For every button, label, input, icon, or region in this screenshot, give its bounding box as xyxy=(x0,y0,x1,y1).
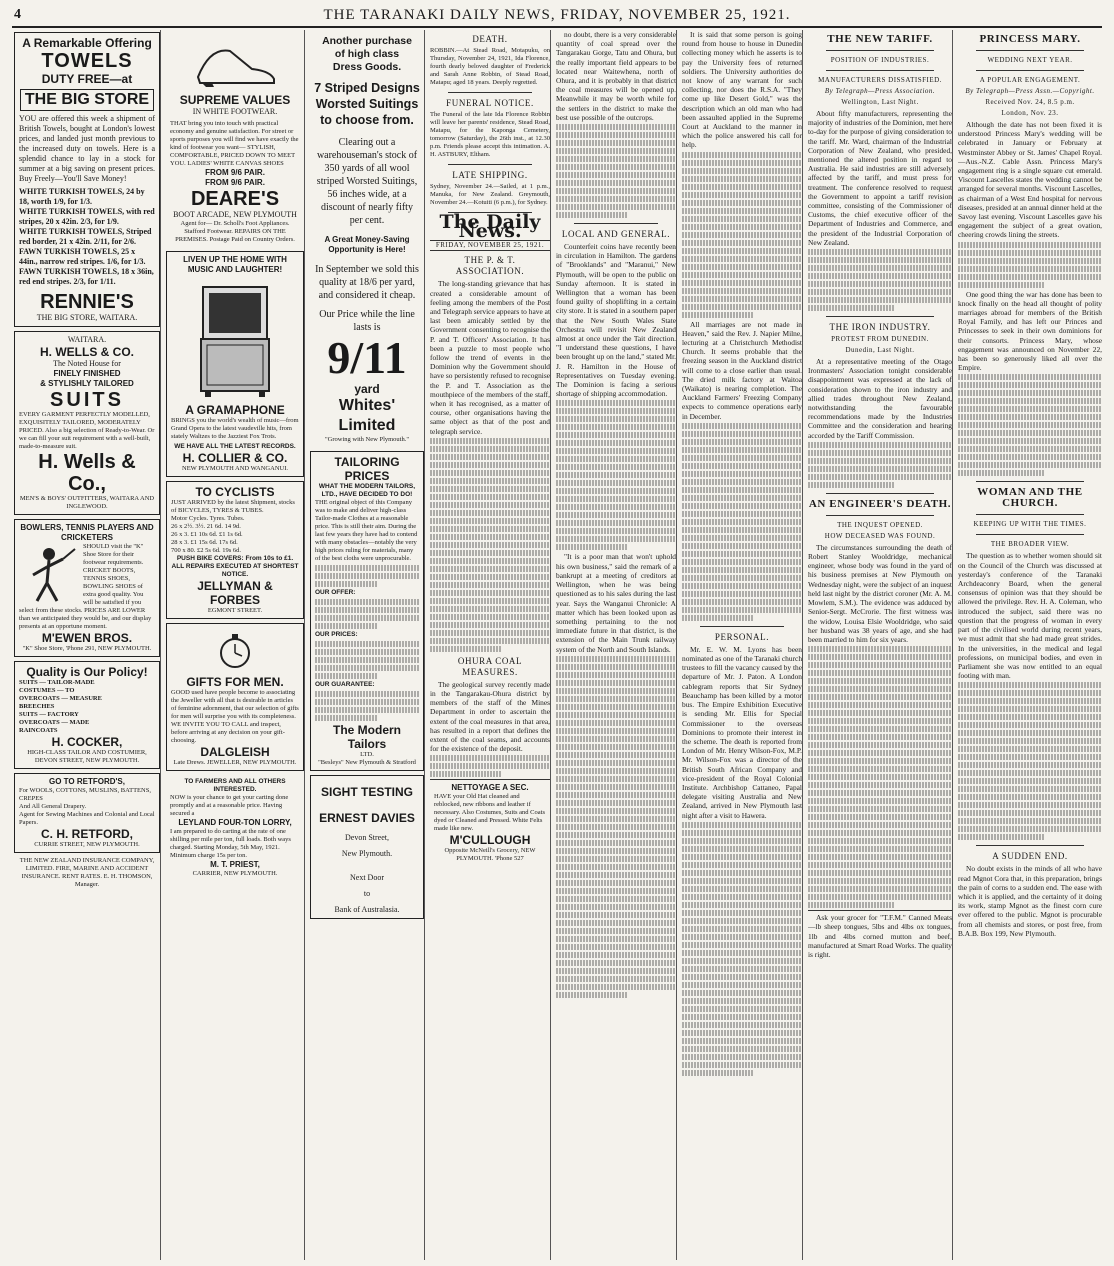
ad-deare-footer: DEARE'S xyxy=(190,188,280,210)
ad-deare-price-1: FROM 9/6 PAIR. xyxy=(205,168,265,177)
princess-body: Although the date has not been fixed it is understood Princess Mary's wedding will be celebrated in January or February at Westminster Abbey or St. James' Chapel Royal.—Aus.-N.Z. Cable Assn. Princess Mary's engagement ring is a single square cut emerald. Viscount Lascelles states the wedding cannot be arranged for several months. Viscount Lascelles, as chairman of a West End hospital for nervous diseases, presided at an annual dinner held at the Savoy last evening. Viscount Lascelles gave his engagement the subject of a great ovation, cheering crowds lining the streets. xyxy=(958,120,1102,240)
ad-davies xyxy=(310,775,424,919)
engineer-sub-2: HOW DECEASED WAS FOUND. xyxy=(824,531,936,540)
ad-cocker-row-1: SUITS — TAILOR-MADE xyxy=(19,679,95,686)
ad-cocker xyxy=(14,661,160,769)
ad-collier-footer-sub: NEW PLYMOUTH AND WANGANUI. xyxy=(182,465,288,472)
ad-whites-line-3: Dress Goods. xyxy=(332,61,402,73)
ad-towels-line-4: FAWN TURKISH TOWELS, 25 x 44in., narrow red stripes. 1/6, for 1/3. xyxy=(19,247,146,266)
cricketer-illustration xyxy=(19,545,79,605)
ad-jellyman-row-2: 26 x 2½. 3½. 21 6d. 14 9d. xyxy=(171,523,241,530)
ad-retford-line-3: Agent for Sewing Machines and Colonial and Local Papers. xyxy=(19,811,155,826)
pt-association-heading: THE P. & T. ASSOCIATION. xyxy=(455,255,525,277)
ad-collier-footer: H. COLLIER & CO. xyxy=(182,451,288,465)
ad-retford xyxy=(14,773,160,853)
ad-mccullough-footer-sub: Opposite McNeill's Grocery, NEW PLYMOUTH. 'Phone 527 xyxy=(444,847,536,863)
ad-whites-text3: Our Price while the line lasts is xyxy=(319,309,415,333)
ad-towels-line-1: WHITE TURKISH TOWELS, 24 by 18, worth 1/9, for 1/3. xyxy=(19,187,145,206)
ad-towels-line-5: FAWN TURKISH TOWELS, 18 x 36in, red end stripes. 2/3, for 1/11. xyxy=(19,267,154,286)
ad-dalgleish-title: GIFTS FOR MEN. xyxy=(186,675,284,689)
ad-priest-body2: I am prepared to do carting at the rate of one shilling per mile per ton, full loads. Both ways charged. Starting Monday, 5th May, 1921. Minimum charge 15s per ton. xyxy=(170,828,291,859)
ad-mccullough-body: HAVE your Old Hat cleaned and reblocked, new ribbons and leather if necessary. Also Costumes, Suits and Coats dyed or Cleaned and Pressed. White Felts made like new. xyxy=(434,793,545,833)
ad-modern-tailors xyxy=(310,451,424,771)
ad-cocker-row-6: OVERCOATS — MADE xyxy=(19,719,90,726)
ad-jellyman-title: TO CYCLISTS xyxy=(195,485,275,499)
ad-priest-footer: M. T. PRIEST, xyxy=(210,860,260,869)
personal-heading: PERSONAL. xyxy=(714,631,770,642)
death-heading: DEATH. xyxy=(472,34,508,44)
ad-collier-body: BRINGS you the world's wealth of music—from Grand Opera to the latest vaudeville hits, from stately Waltzes to the Jazziest Fox Trots. xyxy=(171,417,299,440)
personal-body: Mr. E. W. M. Lyons has been nominated as one of the Taranaki church trustees to fill the vacancy caused by the departure of Mr. J. Paton. A London cablegram reports that Sir Sydney Beauchamp has been killed by a motor bus. The Empire Exhibition Executive is sending Mr. Ellis for Special Commissioner to the overseas Dominions to promote their interest in the scheme. The death is reported from London of Mr. Henry Wilson-Fox, M.P. Mr. Wilson-Fox was a director of the British South African Company and vice-president of the Royal Colonial Institute. Archbishop Cattaneo, Papal delegate visiting Australia and New Zealand, arrived in New Plymouth last night after a visit to Hawera. xyxy=(682,644,803,820)
ad-towels-store: THE BIG STORE xyxy=(20,89,154,111)
column-5 xyxy=(556,30,677,1260)
shipping-heading: LATE SHIPPING. xyxy=(452,170,528,180)
ohura-body: The geological survey recently made in the Tangarakau-Ohura district by members of the staff of the Mines Department in order to ascertain the extent of the coal measures in that area, has resulted in a report that defines the extent of the coal seams, and accounts for the existence of the deposit. xyxy=(430,679,550,754)
paper-title: The Daily News. xyxy=(439,211,541,243)
ad-wells-body: EVERY GARMENT PERFECTLY MODELLED, EXQUISITELY TAILORED, MODERATELY PRICED. Also a big selection of Ready-to-Wear. Or we can fill your suit requirement with a well-built, made-to-measure suit. xyxy=(19,411,155,450)
ad-wells-title2: H. WELLS & CO. xyxy=(40,345,134,359)
ad-towels-sub: DUTY FREE—at xyxy=(41,72,133,86)
ad-deare-sub: IN WHITE FOOTWEAR. xyxy=(192,107,278,116)
page-number: 4 xyxy=(14,7,22,22)
column-1 xyxy=(14,30,161,1260)
ad-davies-addr-3: Next Door xyxy=(350,873,384,882)
ad-whites-unit: yard xyxy=(354,382,380,396)
ad-davies-name: ERNEST DAVIES xyxy=(319,811,415,825)
tariff-dateline: Wellington, Last Night. xyxy=(841,98,919,106)
ad-modern-tailors-title: TAILORING PRICES xyxy=(334,455,400,483)
tariff-sub-1: POSITION OF INDUSTRIES. xyxy=(830,56,930,64)
ad-mcewen-footer: M'EWEN BROS. xyxy=(41,631,133,645)
local-general-body: Counterfeit coins have recently been in circulation in Hamilton. The gardens of "Brooklands" and "Maranui," New Plymouth, will be open to the public on Sunday afternoon. It is stated in Wellington that a woman has been found guilty of shoplifting in a certain city store. It is stated in a southern paper that the New South Wales State Orchestra will revisit New Zealand almost at once under the Tait direction. "I understand these questions, I have been brought up on the land," stated Mr. J. R. Hamilton in the House of Representatives on Tuesday evening. The Dominion is facing a serious shortage of shipping accommodation. xyxy=(556,242,676,399)
ad-modern-tailors-guarantee: OUR GUARANTEE: xyxy=(315,681,375,688)
iron-sub: PROTEST FROM DUNEDIN. xyxy=(831,335,929,344)
ad-davies-title: SIGHT TESTING xyxy=(320,785,413,799)
ad-jellyman-line1: PUSH BIKE COVERS: From 10s to £1. xyxy=(176,555,294,562)
masthead-title: THE TARANAKI DAILY NEWS, FRIDAY, NOVEMBER 25, 1921. xyxy=(323,6,791,23)
ad-whites-line-5: Worsted Suitings xyxy=(315,97,419,111)
tfm-ad: Ask your grocer for "T.F.M." Canned Meats—lb sheep tongues, 5lbs and 4lbs ox tongues, 1lb and 4lbs corned mutton and beef, manufactured at Smart Road Works. The quality is right. xyxy=(808,910,952,959)
ad-cocker-footer: H. COCKER, xyxy=(51,735,123,749)
princess-heading: PRINCESS MARY. xyxy=(979,33,1081,45)
ad-whites-line-6: to choose from. xyxy=(320,113,414,127)
ad-retford-line-2: And All General Drapery. xyxy=(19,803,87,810)
column-6 xyxy=(682,30,803,1260)
ad-wells-footer: H. Wells & Co., xyxy=(38,451,136,495)
ad-priest-body: NOW is your chance to get your carting done promptly and at a reasonable price. Having secured a xyxy=(170,794,289,817)
ohura-continued: no doubt, there is a very considerable quantity of coal spread over the Tangarakau Gorge, Tatu and Ohura, but the really important field appears to be located near Waitewhena, north of Ohura, and it is probably in that district the coal measures will be opened up. Meanwhile it may be worth while for the settlers in the district to make the best use possible of the outcrops. xyxy=(556,30,676,122)
ad-towels-footer-sub: THE BIG STORE, WAITARA. xyxy=(36,313,138,322)
princess-sub: WEDDING NEXT YEAR. xyxy=(987,56,1073,64)
ad-deare-footer-sub: BOOT ARCADE, NEW PLYMOUTH xyxy=(173,210,297,219)
ad-retford-line-1: For WOOLS, COTTONS, MUSLINS, BATTENS, CREPES xyxy=(19,787,151,802)
ad-cocker-row-5: SUITS — FACTORY xyxy=(19,711,79,718)
church-sub-2: THE BROADER VIEW. xyxy=(990,540,1070,549)
ad-wells-line2: FINELY FINISHED xyxy=(53,369,121,378)
ad-retford-footer: C. H. RETFORD, xyxy=(41,827,133,841)
ad-mccullough-footer: M'CULLOUGH xyxy=(449,833,531,848)
ad-jellyman-row-1: Motor Cycles. Tyres. Tubes. xyxy=(171,515,245,522)
funeral-heading: FUNERAL NOTICE. xyxy=(446,98,534,108)
ad-whites-text2: In September we sold this quality at 18/6 per yard, and considered it cheap. xyxy=(315,264,419,301)
princess-byline: By Telegraph—Press Assn.—Copyright. xyxy=(965,87,1095,95)
ad-wells-line3: & STYLISHLY TAILORED xyxy=(40,379,134,388)
ad-priest-name: LEYLAND FOUR-TON LORRY, xyxy=(178,818,292,827)
sudden-end-body: No doubt exists in the minds of all who have read Mgnot Cora that, in this preparation, brings the pain of corns to a sudden end. The ease with which it is applied, and the certainty of it doing its work, stamp Mgnot as the finest corn cure ever offered to the public. Mgnot is procurable from all chemists and stores, or post free, from B.A.B. Box 199, New Plymouth. xyxy=(958,864,1102,938)
ad-insurance: THE NEW ZEALAND INSURANCE COMPANY, LIMITED. FIRE, MARINE AND ACCIDENT INSURANCE. RENT RATES. E. H. THOMSON, Manager. xyxy=(19,857,155,888)
ad-cocker-row-4: BREECHES xyxy=(19,703,55,710)
ad-collier-line: WE HAVE ALL THE LATEST RECORDS. xyxy=(174,443,296,450)
ad-collier xyxy=(166,251,304,477)
church-sub: KEEPING UP WITH THE TIMES. xyxy=(973,520,1087,529)
ad-priest-title: TO FARMERS AND ALL OTHERS INTERESTED. xyxy=(184,778,286,793)
church-heading: WOMAN AND THE CHURCH. xyxy=(977,486,1083,510)
col6-body-2: All marriages are not made in Heaven," said the Rev. J. Napier Milne, lecturing at a Christchurch Methodist Church. It seems probable that the freezing season in the Auckland district will come to a close earlier than usual. The dried milk factory at Waitoa (Waikato) is nearing completion. The Auckland Farmers' Freezing Company expects to commence operations early in December. xyxy=(682,319,802,421)
church-body: The question as to whether women should sit on the Council of the Church was discussed at yesterday's conference of the Taranaki Archdeaconry Board, when the general consensus of opinion was that they should be allowed the privilege. Rev. H. A. Coleman, who introduced the subject, said there was no question that the progress of woman in every part of the civilised world during recent years, we must admit that she had made great strides. In the universities, in the medical and legal professions, on municipal bodies, and even in Parliament she was now entitled to an equal footing with man. xyxy=(958,551,1102,681)
masthead xyxy=(12,4,1102,28)
ad-wells xyxy=(14,331,160,515)
ad-modern-tailors-footer-sub: LTD. xyxy=(360,751,374,758)
ad-whites-price-row xyxy=(314,334,420,396)
ad-whites-slogan: "Growing with New Plymouth." xyxy=(324,436,410,443)
ad-wells-footer-sub: MEN'S & BOYS' OUTFITTERS, WAITARA AND INGLEWOOD. xyxy=(19,495,155,510)
ad-modern-tailors-sub: WHAT THE MODERN TAILORS, LTD., HAVE DECIDED TO DO! xyxy=(318,483,416,498)
column-3 xyxy=(310,30,425,1260)
ad-deare-body: THAT bring you into touch with practical economy and genuine satisfaction. For street or sports purposes you will find we have exactly the kind of footwear you want— STYLISH, COMFORTABLE, PRICED DOWN TO MEET YOU. LADIES' WHITE CANVAS SHOES xyxy=(170,120,299,167)
ad-wells-title1: WAITARA. xyxy=(67,335,107,344)
princess-received: Received Nov. 24, 8.5 p.m. xyxy=(985,98,1075,106)
ad-mccullough xyxy=(430,779,550,866)
ad-priest-footer-sub: CARRIER, NEW PLYMOUTH. xyxy=(192,870,278,877)
ad-cocker-row-3: OVERCOATS — MEASURE xyxy=(19,695,102,702)
shoe-illustration xyxy=(190,39,280,89)
ad-towels-body: YOU are offered this week a shipment of British Towels, bought at London's lowest prices, and landed just month previous to the increased duty on towels. Here is a splendid chance to lay in a stock for summer at a big saving on present prices. Buy Freely—You'll Save Money! xyxy=(19,114,155,183)
ad-mcewen xyxy=(14,519,160,657)
ad-jellyman-line2: ALL REPAIRS EXECUTED AT SHORTEST NOTICE. xyxy=(171,563,299,578)
iron-heading: THE IRON INDUSTRY. xyxy=(829,322,931,333)
ad-whites-text: Clearing out a warehouseman's stock of 350 yards of all wool striped Worsted Suitings, 56 inches wide, at a discount of nearly fifty per cent. xyxy=(316,137,418,226)
ad-dalgleish-footer-sub: Late Drews. JEWELLER, NEW PLYMOUTH. xyxy=(173,759,297,766)
ad-modern-tailors-footer-addr: "Besleys" New Plymouth & Stratford xyxy=(318,759,416,766)
sudden-end-heading: A SUDDEN END. xyxy=(992,851,1068,862)
ad-deare-title: SUPREME VALUES xyxy=(179,93,291,107)
ad-towels-footer: RENNIE'S xyxy=(40,291,134,313)
death-body: ROBBIN.—At Stead Road, Motapuku, on Thursday, November 24, 1921, Ida Florence, fourth dearly beloved daughter of Frederick and Sarah Anne Robbin, of Stead Road, Matapu; aged 18 years. Deeply regretted. xyxy=(430,47,550,86)
funeral-body: The Funeral of the late Ida Florence Robbin will leave her parents' residence, Stead Road, Matapu, for the Kaponga Cemetery, tomorrow (Saturday), the 26th inst., at 12.30 p.m. Friends please accept this intimation. A. H. ASTBURY, Eltham. xyxy=(430,111,550,158)
ad-towels-line-3: WHITE TURKISH TOWELS, Striped red border, 21 x 42in. 2/11, for 2/6. xyxy=(19,227,152,246)
ad-whites xyxy=(310,32,424,447)
column-7 xyxy=(808,30,953,1260)
engineer-heading: AN ENGINEER'S DEATH. xyxy=(808,497,952,510)
ad-priest xyxy=(166,775,304,881)
ad-modern-tailors-footer: The Modern Tailors xyxy=(333,723,401,751)
tariff-sub-2: MANUFACTURERS DISSATISFIED. xyxy=(818,76,942,84)
ohura-heading: OHURA COAL MEASURES. xyxy=(457,655,523,677)
ad-towels-title: TOWELS xyxy=(41,50,133,72)
princess-body-2: One good thing the war has done has been to knock finally on the head all thought of polity marriages abroad for members of the British Royal Family, and has left our Princes and Princesses to seek in their own dominions for their consorts. Princess Mary, whose engagement was announced on November 22, has been so generously liked all over the Empire. xyxy=(958,289,1102,373)
ad-mcewen-footer-sub: "K" Shoe Store, 'Phone 291, NEW PLYMOUTH. xyxy=(22,645,152,652)
ad-wells-line4: SUITS xyxy=(50,389,124,411)
ad-whites-line-4: 7 Striped Designs xyxy=(314,81,420,95)
ad-dalgleish-body: GOOD used have people become to associating the Jeweller with all that is desirable in articles of feminine adornment, that our selection of gifts for men will surprise you with its completeness. WE INVITE YOU TO CALL and inspect, before arriving at any decision on your gift-choosing. xyxy=(171,689,299,744)
ad-deare-price-2: FROM 9/6 PAIR. xyxy=(205,178,265,187)
iron-dateline: Dunedin, Last Night. xyxy=(845,346,915,355)
local-general-body-2: "It is a poor man that won't uphold his own business," said the remark of a bankrupt at a meeting of creditors at Wellington, when he was being questioned as to his sales during the last year. Says the Wanganui Chronicle: A matter which has been looked upon as something pertaining to the not immediate future in that district, is the extension of the Main Trunk railway system of the North and South Islands. xyxy=(556,552,676,654)
ad-towels-line-2: WHITE TURKISH TOWELS, with red stripes, 20 x 42in. 2/3, for 1/9. xyxy=(19,207,155,226)
ad-mcewen-title: BOWLERS, TENNIS PLAYERS AND CRICKETERS xyxy=(20,523,154,542)
ad-towels-kicker: A Remarkable Offering xyxy=(22,36,152,50)
ad-collier-title: LIVEN UP THE HOME WITH MUSIC AND LAUGHTER! xyxy=(183,255,287,274)
ad-modern-tailors-body: THE original object of this Company was to make and deliver high-class Tailor-made Clothes at a reasonable price. This is still their aim. During the last few years they have had to contend with many obstacles—notably the very high prices ruling for materials, many of the best cloths were unprocurable. xyxy=(315,499,418,562)
ad-whites-note: A Great Money-Saving Opportunity is Here! xyxy=(324,235,410,254)
pt-association-body: The long-standing grievance that has created a considerable amount of feeling among the members of the Post and Telegraph service appears to have at last been amicably settled by the Government consenting to recognise the P. and T. Officers' Association. It has been a puzzle to most people who follow the trend of events in the Dominion why the Government should have so persistently refused to recognise the P. and T. Association as the mouthpiece of the members of the staff, when it has recognised, as a matter of course, other organisations having the same object as that of the post and telegraph service. xyxy=(430,279,550,436)
ad-cocker-row-2: COSTUMES — TO xyxy=(19,687,75,694)
ad-davies-addr-2: New Plymouth. xyxy=(341,849,393,858)
princess-sub-2: A POPULAR ENGAGEMENT. xyxy=(979,76,1081,84)
column-8 xyxy=(958,30,1102,1260)
local-general-heading: LOCAL AND GENERAL. xyxy=(561,229,671,240)
tariff-heading: THE NEW TARIFF. xyxy=(827,33,933,45)
ad-jellyman xyxy=(166,481,304,619)
ad-dalgleish xyxy=(166,623,304,771)
tariff-byline: By Telegraph—Press Association. xyxy=(824,87,936,95)
gramophone-illustration xyxy=(187,279,283,399)
ad-jellyman-row-5: 700 x 80. £2 5s 6d. 19s 6d. xyxy=(171,547,242,554)
ad-mccullough-title: NETTOYAGE A SEC. xyxy=(451,783,529,793)
ad-davies-addr-5: Bank of Australasia. xyxy=(334,905,400,914)
ad-davies-addr-4: to xyxy=(363,889,371,898)
col6-body-1: It is said that some person is going round from house to house in Dunedin collecting money which he asserts is to pay the University fees of returned soldiers. The University authorities do not know of any warrant for such collecting, nor does the R.S.A. "They come up like Desert Gold," was the description which an old man who had been assaulted applied in the Supreme Court at Auckland to the manner in which the police answered his call for help. xyxy=(682,30,802,150)
princess-dateline: London, Nov. 23. xyxy=(1001,109,1059,117)
column-4 xyxy=(430,30,551,1260)
ad-whites-price: 9/11 xyxy=(327,332,407,383)
ad-whites-line-2: of high class xyxy=(334,48,400,60)
ad-jellyman-row-3: 26 x 3. £1 10s 6d. £1 1s 6d. xyxy=(171,531,243,538)
ad-jellyman-body: JUST ARRIVED by the latest Shipment, stocks of BICYCLES, TYRES & TUBES. xyxy=(171,499,295,514)
ad-whites-footer: Whites' Limited xyxy=(338,397,396,434)
ad-collier-name: A GRAMAPHONE xyxy=(185,403,285,417)
ad-cocker-row-7: RAINCOATS xyxy=(19,727,58,734)
engineer-sub: THE INQUEST OPENED. xyxy=(837,520,923,529)
engineer-body: The circumstances surrounding the death of Robert Stanley Wooldridge, mechanical engineer, whose body was found in the yard of his business premises at New Plymouth on Wednesday night, were the subject of an inquest held last night by the district coroner (Mr. A. M. Mowlem, S.M.). The evidence was adduced by Senior-Sergt. McCrorie. The first witness was the widow, Louisa Elsie Wooldridge, who said her husband was 38 years of age, and she had been married to him for six years. xyxy=(808,542,952,644)
dateline: FRIDAY, NOVEMBER 25, 1921. xyxy=(430,240,550,251)
ad-cocker-footer-sub: HIGH-CLASS TAILOR AND COSTUMIER, DEVON STREET, NEW PLYMOUTH. xyxy=(27,749,147,764)
tariff-body: About fifty manufacturers, representing the majority of industries of the Dominion, met here to-day for the purpose of giving consideration to the tariff. Mr. Ward, chairman of the Industrial Corporation of New Zealand, who presided, mentioned the altered position in regard to Australia. He said industries are still adversely affected by the tariff, and must press for treatment. The conference resolved to request the Government to appoint a tariff revision committee, consisting of the Commissioner of Customs, the chief executive officer of the Department of Industries and Commerce, and the president of the Industrial Corporation of New Zealand. xyxy=(808,109,952,247)
ad-deare-note: Agent for— Dr. Scholl's Foot Appliances. Stafford Footwear. REPAIRS ON THE PREMISES. Postage Paid on Country Orders. xyxy=(175,220,295,243)
ad-jellyman-row-4: 28 x 3. £1 15s 6d. 17s 6d. xyxy=(171,539,238,546)
ad-cocker-title: Quality is Our Policy! xyxy=(26,665,148,679)
ad-modern-tailors-offer: OUR OFFER: xyxy=(315,589,356,596)
ad-dalgleish-footer: DALGLEISH xyxy=(200,745,270,759)
ad-davies-addr-1: Devon Street, xyxy=(345,833,389,842)
shipping-body: Sydney, November 24.—Sailed, at 1 p.m., Manuka, for New Zealand. Greymouth, November 24.—Kotuiti (6 p.m.), for Sydney. xyxy=(430,183,550,206)
ad-towels xyxy=(14,32,160,327)
ad-deare xyxy=(166,32,304,247)
ad-wells-line1: The Noted House for xyxy=(53,359,121,368)
column-2 xyxy=(166,30,305,1260)
ad-jellyman-footer-sub: EGMONT STREET. xyxy=(207,607,263,614)
ad-retford-footer-sub: CURRIE STREET, NEW PLYMOUTH. xyxy=(34,841,140,848)
ad-whites-line-1: Another purchase xyxy=(322,35,412,47)
ad-jellyman-footer: JELLYMAN & FORBES xyxy=(197,579,273,607)
iron-body: At a representative meeting of the Otago Ironmasters' Association tonight considerable disappointment was expressed at the lack of consideration shown to the iron industry and allied trades throughout New Zealand, notwithstanding the favourable recommendations made by the Industries Committee and the consideration and hearing accorded by the Tariff Commission. xyxy=(808,357,952,440)
ad-retford-title: GO TO RETFORD'S, xyxy=(49,777,125,786)
ad-modern-tailors-prices: OUR PRICES: xyxy=(315,631,358,638)
gift-watch-illustration xyxy=(205,631,265,671)
ad-mcewen-body: SHOULD visit the "K" Shoe Store for their footwear requirements. CRICKET BOOTS, TENNIS SHOES, BOWLING SHOES of extra good quality. You will be satisfied if you select from these stocks. PRICES ARE LOWER than we anticipated they would be, and our display presents at an opportune moment. xyxy=(19,543,152,630)
